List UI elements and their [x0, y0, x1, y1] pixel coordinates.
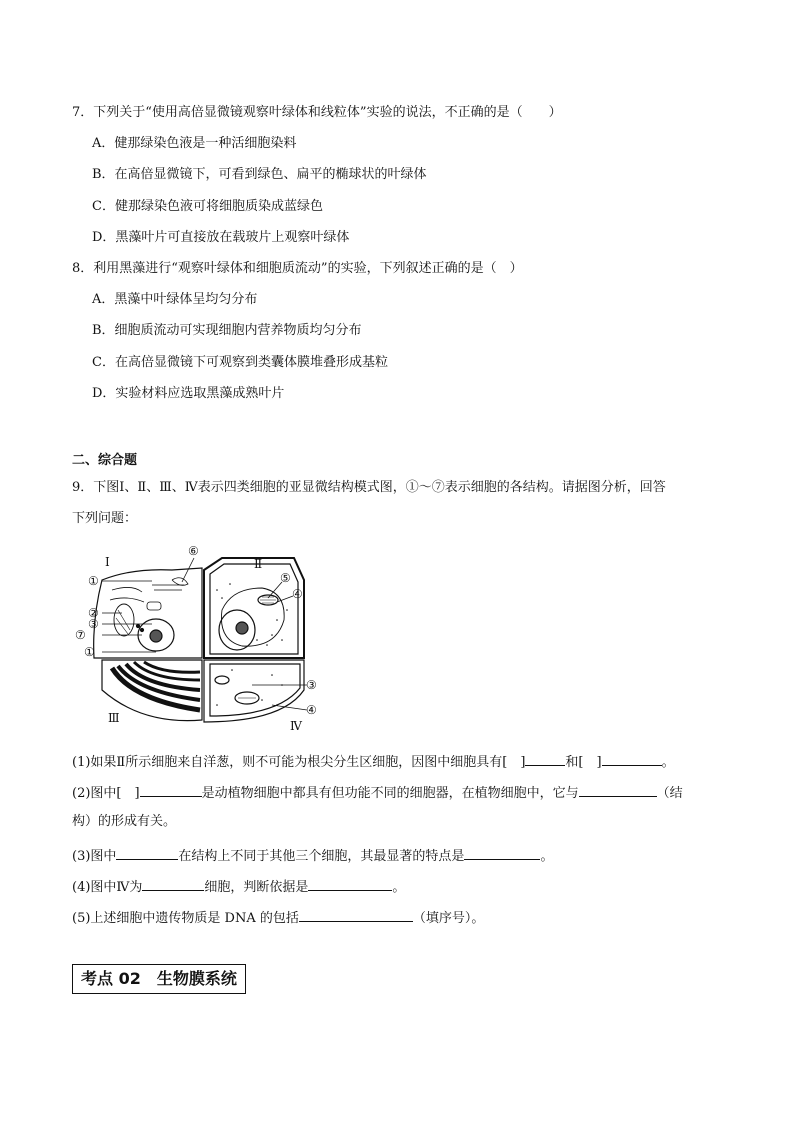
- q9-sub1-text-a: (1)如果Ⅱ所示细胞来自洋葱，则不可能为根尖分生区细胞，因图中细胞具有[ ]: [72, 755, 526, 770]
- label-structure-1a: ①: [88, 574, 99, 588]
- q9-sub2-text-a: (2)图中[ ]: [72, 786, 140, 801]
- answer-blank[interactable]: [464, 845, 540, 860]
- kaodian-section-title: 考点 02 生物膜系统: [72, 964, 246, 994]
- cell-structure-figure: [72, 540, 342, 730]
- q9-sub5: [72, 907, 484, 928]
- answer-blank[interactable]: [142, 876, 204, 891]
- q9-sub1: [72, 751, 675, 772]
- answer-blank[interactable]: [308, 876, 392, 891]
- answer-blank[interactable]: [140, 782, 202, 797]
- label-structure-7: ⑦: [75, 628, 86, 642]
- q7-option-d: D．黑藻叶片可直接放在载玻片上观察叶绿体: [92, 230, 350, 245]
- q9-sub3-text-a: (3)图中: [72, 849, 117, 864]
- q9-sub2-cont: 构）的形成有关。: [72, 814, 177, 829]
- label-structure-2: ②: [88, 606, 99, 620]
- q9-sub5-text-b: （填序号）。: [412, 911, 485, 926]
- q9-sub4-text-c: 。: [392, 880, 406, 895]
- q8-option-b: B．细胞质流动可实现细胞内营养物质均匀分布: [92, 323, 362, 338]
- q9-sub4-text-a: (4)图中Ⅳ为: [72, 880, 143, 895]
- label-quadrant-iii: Ⅲ: [108, 711, 120, 725]
- q9-sub1-text-c: 。: [661, 755, 675, 770]
- label-structure-3a: ③: [88, 617, 99, 631]
- q8-option-c: C．在高倍显微镜下可观察到类囊体膜堆叠形成基粒: [92, 355, 388, 370]
- label-quadrant-i: Ⅰ: [105, 555, 110, 569]
- label-quadrant-ii: Ⅱ: [254, 557, 263, 571]
- q9-sub4: [72, 876, 405, 897]
- q7-stem: 7．下列关于“使用高倍显微镜观察叶绿体和线粒体”实验的说法，不正确的是（ ）: [72, 105, 562, 120]
- q8-stem: 8．利用黑藻进行“观察叶绿体和细胞质流动”的实验，下列叙述正确的是（ ）: [72, 261, 523, 276]
- q9-sub5-text-a: (5)上述细胞中遗传物质是 DNA 的包括: [72, 911, 299, 926]
- q8-option-d: D．实验材料应选取黑藻成熟叶片: [92, 386, 285, 401]
- q9-sub2-text-c: （结: [656, 786, 683, 801]
- cell-iv-quadrant: [204, 660, 304, 722]
- label-quadrant-iv: Ⅳ: [290, 719, 302, 730]
- label-structure-5: ⑤: [280, 571, 291, 585]
- label-structure-1b: ①: [84, 645, 95, 659]
- q8-option-a: A．黑藻中叶绿体呈均匀分布: [92, 292, 258, 307]
- q9-stem-line2: 下列问题：: [72, 511, 138, 526]
- q7-option-a: A．健那绿染色液是一种活细胞染料: [92, 136, 297, 151]
- q9-sub2-text-b: 是动植物细胞中都具有但功能不同的细胞器，在植物细胞中，它与: [201, 786, 579, 801]
- answer-blank[interactable]: [579, 782, 657, 797]
- q9-sub4-text-b: 细胞，判断依据是: [204, 880, 309, 895]
- q9-sub3-text-c: 。: [540, 849, 554, 864]
- answer-blank[interactable]: [116, 845, 178, 860]
- answer-blank[interactable]: [602, 751, 662, 766]
- q7-option-c: C．健那绿染色液可将细胞质染成蓝绿色: [92, 199, 323, 214]
- q9-sub3: [72, 845, 553, 866]
- q9-sub2: [72, 782, 683, 803]
- answer-blank[interactable]: [525, 751, 565, 766]
- label-structure-6: ⑥: [188, 544, 199, 558]
- q9-sub3-text-b: 在结构上不同于其他三个细胞，其最显著的特点是: [178, 849, 465, 864]
- label-structure-4b: ④: [306, 703, 317, 717]
- section-title: 二、综合题: [72, 453, 138, 468]
- q9-stem-line1: 9．下图Ⅰ、Ⅱ、Ⅲ、Ⅳ表示四类细胞的亚显微结构模式图，①～⑦表示细胞的各结构。请据图分析，回答: [72, 480, 666, 495]
- label-structure-4a: ④: [292, 587, 303, 601]
- q7-option-b: B．在高倍显微镜下，可看到绿色、扁平的椭球状的叶绿体: [92, 167, 427, 182]
- label-structure-3b: ③: [306, 678, 317, 692]
- answer-blank[interactable]: [299, 907, 413, 922]
- q9-sub1-text-b: 和[ ]: [565, 755, 602, 770]
